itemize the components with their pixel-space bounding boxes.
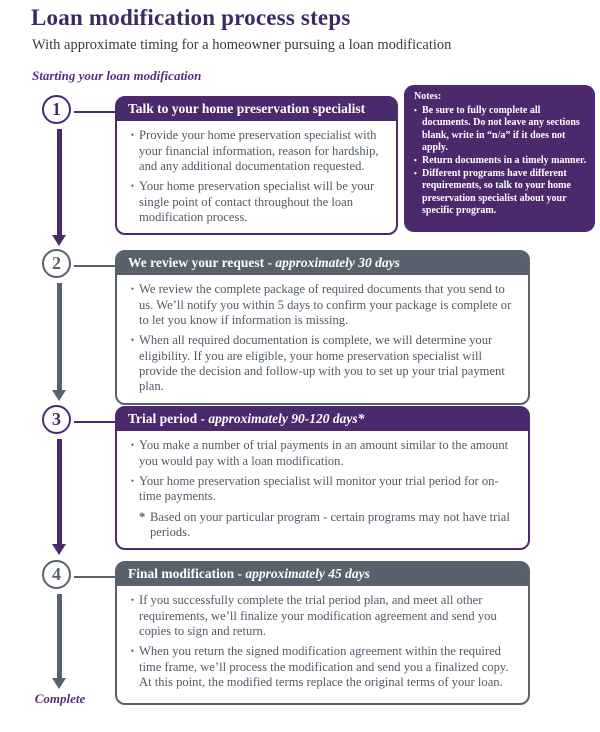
step-4-body bbox=[117, 586, 528, 698]
note-item: • Different programs have different requirements, so talk to your home preservation specialist about your specific program. bbox=[414, 167, 571, 217]
note-item: • Return documents in a timely manner. bbox=[414, 154, 587, 166]
complete-label: Complete bbox=[34, 691, 86, 706]
step-2-separator: - bbox=[264, 255, 276, 270]
list-item: • When you return the signed modification agreement within the required time frame, we’ll process the modification and send you a finalized copy. At this point, the modified terms replace the original terms of your loan. bbox=[126, 644, 518, 690]
list-item: • You make a number of trial payments in an amount similar to the amount you would pay with a loan modification. bbox=[126, 438, 518, 469]
list-item: • We review the complete package of required documents that you send to us. We’ll notify you within 5 days to confirm your package is complete or to let you know if information is missing. bbox=[126, 282, 518, 328]
step-3-connector-line bbox=[74, 421, 115, 423]
step-4-connector-line bbox=[74, 576, 115, 578]
asterisk-icon: * bbox=[139, 509, 146, 524]
arrow-2-3-arrowhead-icon bbox=[52, 390, 66, 401]
step-3-box bbox=[115, 406, 530, 550]
step-4-header bbox=[117, 563, 528, 586]
notes-box bbox=[404, 85, 595, 232]
step-2-timing: approximately 30 days bbox=[275, 255, 400, 270]
notes-title: Notes: bbox=[414, 91, 442, 102]
step-2-body bbox=[117, 275, 528, 403]
bullet-icon: • bbox=[414, 105, 417, 115]
list-item: • When all required documentation is complete, we will determine your eligibility. If you are eligible, your home preservation specialist will provide the decision and follow-up with you to set up your trial payment plan. bbox=[126, 333, 518, 394]
step-3-footnote: * Based on your particular program - certain programs may not have trial periods. bbox=[139, 509, 510, 540]
arrow-1-2-shaft bbox=[57, 129, 62, 235]
step-2-connector-line bbox=[74, 265, 115, 267]
bullet-icon: • bbox=[414, 155, 417, 165]
step-2-number: 2 bbox=[52, 253, 61, 273]
step-1-header bbox=[117, 98, 396, 121]
step-2-title: We review your request bbox=[128, 255, 265, 270]
step-1-box bbox=[115, 96, 398, 235]
step-4-separator: - bbox=[234, 566, 246, 581]
arrow-4-complete-shaft bbox=[57, 594, 62, 678]
arrow-3-4-arrowhead-icon bbox=[52, 544, 66, 555]
step-1-body bbox=[117, 121, 396, 233]
list-item: • Your home preservation specialist will be your single point of contact throughout the loan modification process. bbox=[126, 179, 386, 225]
step-3-header bbox=[117, 408, 528, 431]
page-subtitle: With approximate timing for a homeowner pursuing a loan modification bbox=[32, 37, 452, 53]
step-4-number-badge bbox=[42, 560, 71, 589]
step-1-title: Talk to your home preservation specialist bbox=[128, 101, 366, 116]
arrow-3-4-shaft bbox=[57, 439, 62, 544]
note-item: • Be sure to fully complete all documents. Do not leave any sections blank, write in “n/a” if it does not apply. bbox=[414, 104, 580, 154]
step-4-timing: approximately 45 days bbox=[245, 566, 370, 581]
bullet-icon: • bbox=[130, 646, 135, 657]
step-2-box bbox=[115, 250, 530, 405]
step-4-title: Final modification bbox=[128, 566, 235, 581]
list-item: • If you successfully complete the trial period plan, and meet all other requirements, we’ll finalize your modification agreement and send you copies to sign and return. bbox=[126, 593, 518, 639]
step-4-number: 4 bbox=[52, 564, 61, 584]
step-3-body bbox=[117, 431, 528, 548]
step-1-connector-line bbox=[74, 111, 115, 113]
step-3-title: Trial period bbox=[128, 411, 198, 426]
arrow-1-2-arrowhead-icon bbox=[52, 235, 66, 246]
step-4-box bbox=[115, 561, 530, 705]
bullet-icon: • bbox=[130, 475, 135, 486]
arrow-2-3-shaft bbox=[57, 283, 62, 390]
bullet-icon: • bbox=[130, 284, 135, 295]
step-3-number-badge bbox=[42, 405, 71, 434]
step-1-number: 1 bbox=[52, 99, 61, 119]
bullet-icon: • bbox=[130, 181, 135, 192]
step-2-number-badge bbox=[42, 249, 71, 278]
bullet-icon: • bbox=[130, 595, 135, 606]
step-3-number: 3 bbox=[52, 409, 61, 429]
bullet-icon: • bbox=[414, 168, 417, 178]
list-item: • Provide your home preservation specialist with your financial information, reason for hardship, and any additional documentation requested. bbox=[126, 128, 386, 174]
page-title: Loan modification process steps bbox=[31, 5, 351, 30]
step-3-separator: - bbox=[197, 411, 209, 426]
bullet-icon: • bbox=[130, 335, 135, 346]
step-2-header bbox=[117, 252, 528, 275]
step-1-number-badge bbox=[42, 95, 71, 124]
bullet-icon: • bbox=[130, 440, 135, 451]
section-label: Starting your loan modification bbox=[32, 68, 202, 83]
step-3-timing: approximately 90-120 days* bbox=[208, 411, 365, 426]
list-item: • Your home preservation specialist will monitor your trial period for on-time payments. bbox=[126, 474, 518, 505]
bullet-icon: • bbox=[130, 130, 135, 141]
arrow-4-complete-arrowhead-icon bbox=[52, 678, 66, 689]
